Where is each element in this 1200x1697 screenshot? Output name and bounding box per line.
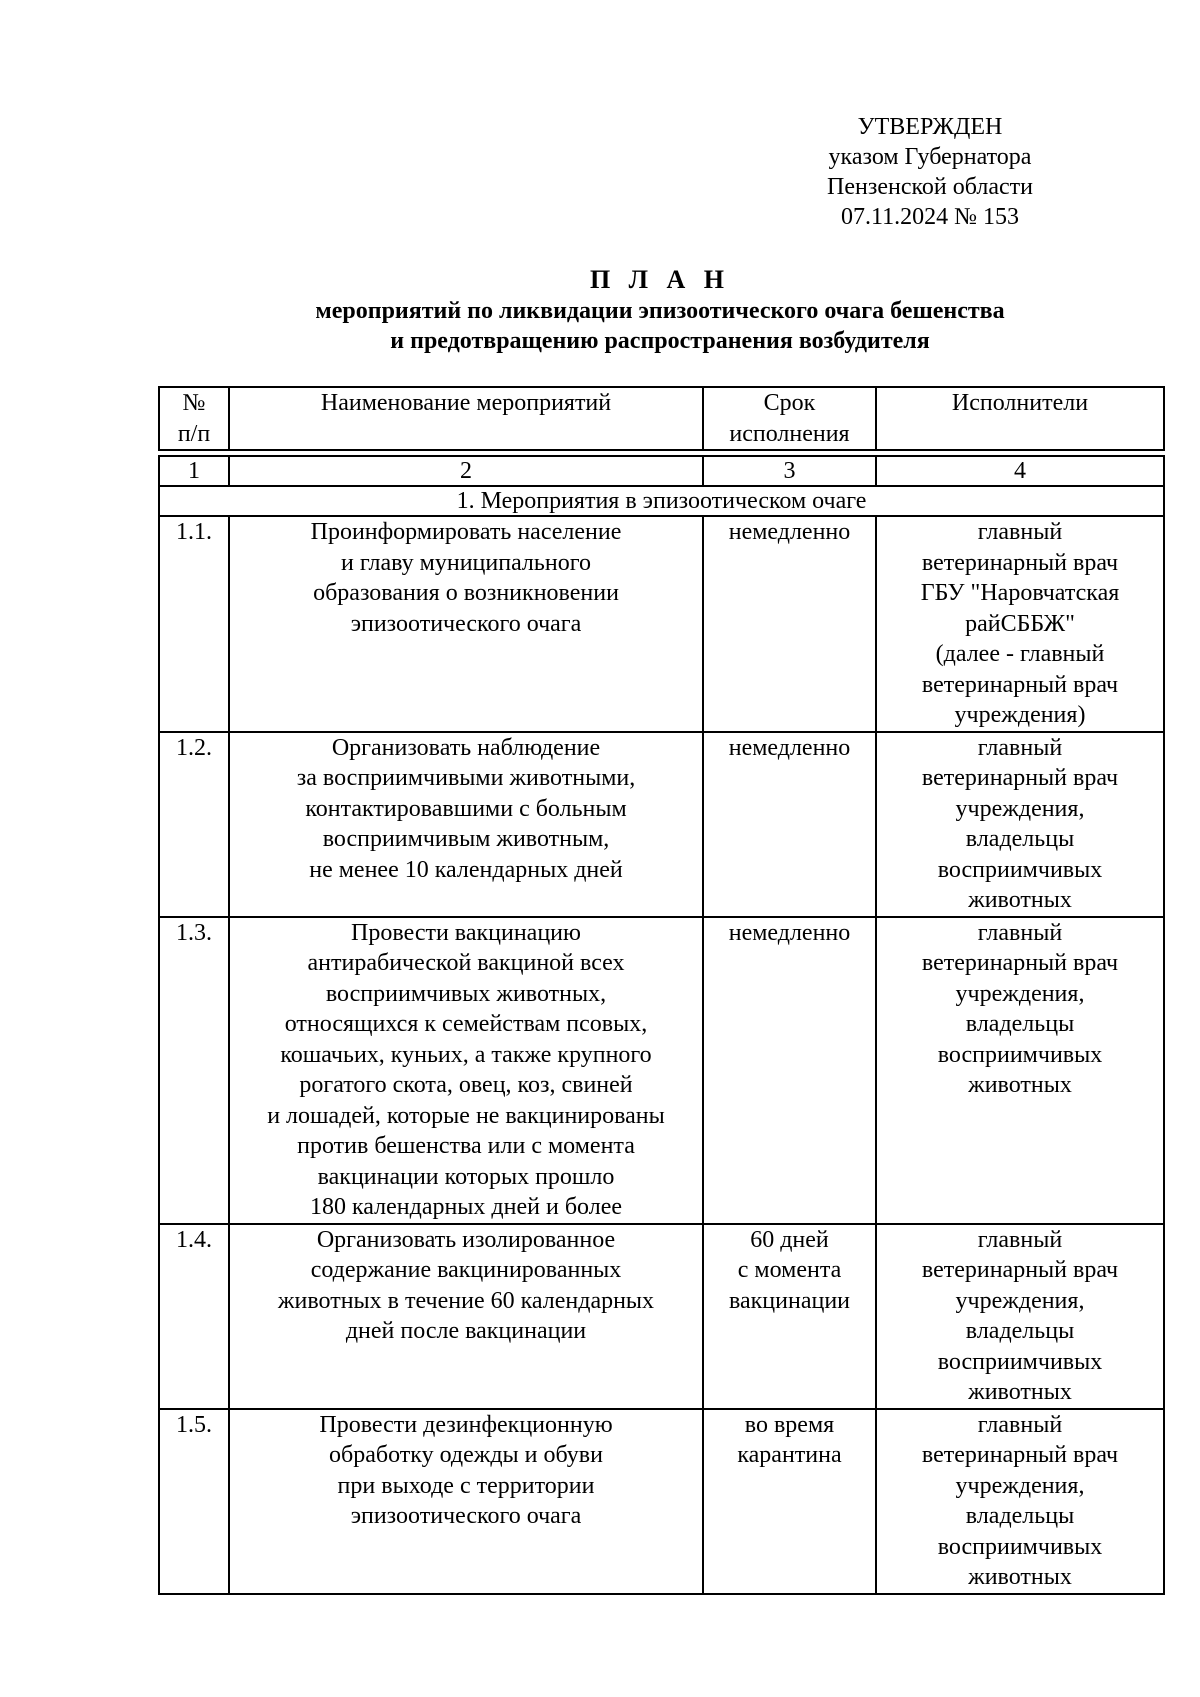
- measure-executors-line: животных: [968, 1564, 1072, 1590]
- row-number: 1.5.: [159, 1409, 229, 1594]
- measure-executors: [876, 516, 1164, 732]
- measure-executors-line: ветеринарный врач: [921, 1442, 1119, 1468]
- table-row: [159, 917, 1164, 1224]
- measure-name-line: Проинформировать население: [310, 519, 622, 545]
- section-title: 1. Мероприятия в эпизоотическом очаге: [159, 486, 1164, 516]
- measure-executors-line: владельцы: [965, 1318, 1075, 1344]
- measure-executors-line: ветеринарный врач: [921, 765, 1119, 791]
- row-number: 1.4.: [159, 1224, 229, 1409]
- measure-name-line: при выходе с территории: [337, 1472, 595, 1499]
- header-text: Срок: [763, 390, 816, 416]
- plan-subtitle-line: и предотвращению распространения возбудителя: [390, 328, 930, 354]
- measure-term-line: немедленно: [728, 734, 851, 761]
- table-row: [159, 516, 1164, 732]
- measure-executors-line: восприимчивых: [937, 1041, 1103, 1068]
- measure-executors: [876, 1224, 1164, 1409]
- column-number-row: [159, 456, 1164, 486]
- header-num: [159, 387, 229, 450]
- measure-executors-line: ГБУ "Наровчатская: [920, 580, 1120, 606]
- measure-executors-line: восприимчивых: [937, 856, 1103, 883]
- measure-name-line: и лошадей, которые не вакцинированы: [267, 1102, 665, 1129]
- measure-term-line: вакцинации: [728, 1287, 851, 1314]
- measure-executors-line: учреждения): [954, 702, 1086, 728]
- measure-executors-line: животных: [968, 1072, 1072, 1098]
- measure-executors-line: (далее - главный: [935, 641, 1105, 667]
- measure-executors-line: владельцы: [965, 1503, 1075, 1529]
- measure-name-line: Организовать наблюдение: [331, 734, 601, 761]
- measure-executors-line: ветеринарный врач: [921, 950, 1119, 976]
- header-row: [159, 387, 1164, 450]
- measure-executors-line: животных: [968, 1379, 1072, 1405]
- row-number: 1.1.: [159, 516, 229, 732]
- column-number: 3: [703, 456, 876, 486]
- measure-name-line: за восприимчивыми животными,: [296, 765, 636, 791]
- measure-name-line: 180 календарных дней и более: [309, 1194, 623, 1220]
- measure-name-line: антирабической вакциной всех: [307, 950, 625, 976]
- measure-executors-line: учреждения,: [955, 795, 1085, 822]
- measure-executors-line: ветеринарный врач: [921, 671, 1119, 698]
- column-number: 4: [876, 456, 1164, 486]
- measure-executors-line: владельцы: [965, 826, 1075, 852]
- measure-executors-line: главный: [977, 1411, 1063, 1438]
- measure-executors-line: учреждения,: [955, 1287, 1085, 1314]
- measure-name-line: вакцинации которых прошло: [317, 1163, 615, 1190]
- section-row: [159, 486, 1164, 516]
- measure-executors-line: учреждения,: [955, 1472, 1085, 1499]
- measure-name-line: Провести вакцинацию: [351, 919, 581, 946]
- header-term: [703, 387, 876, 450]
- plan-table: [158, 386, 1165, 1595]
- measure-name-line: и главу муниципального: [341, 549, 591, 576]
- measure-name-line: кошачьих, куньих, а также крупного: [280, 1041, 652, 1068]
- measure-executors-line: главный: [977, 919, 1063, 946]
- table-row: [159, 1224, 1164, 1409]
- document-title: [160, 264, 1160, 356]
- measure-executors-line: ветеринарный врач: [921, 1257, 1119, 1283]
- measure-executors: [876, 732, 1164, 917]
- column-number: 1: [159, 456, 229, 486]
- header-executors: [876, 387, 1164, 450]
- measure-name-line: дней после вакцинации: [345, 1318, 587, 1344]
- measure-name-line: обработку одежды и обуви: [329, 1442, 603, 1468]
- measure-name-line: восприимчивых животных,: [325, 980, 607, 1007]
- header-text: №: [182, 390, 206, 416]
- measure-executors-line: главный: [977, 519, 1063, 545]
- measure-name: [229, 1224, 703, 1409]
- measure-term-line: карантина: [737, 1442, 842, 1468]
- measure-name: [229, 516, 703, 732]
- plan-title: П Л А Н: [589, 265, 731, 294]
- header-text: Наименование мероприятий: [320, 390, 612, 416]
- measure-name-line: образования о возникновении: [313, 580, 619, 606]
- measure-executors-line: ветеринарный врач: [921, 549, 1119, 576]
- plan-subtitle-line: мероприятий по ликвидации эпизоотического очага бешенства: [315, 298, 1005, 324]
- measure-name-line: Организовать изолированное: [316, 1226, 616, 1253]
- measure-term-line: 60 дней: [750, 1226, 829, 1253]
- table-row: [159, 732, 1164, 917]
- measure-executors: [876, 1409, 1164, 1594]
- measure-term-line: во время: [744, 1411, 835, 1438]
- table-row: [159, 1409, 1164, 1594]
- approval-line: Пензенской области: [827, 174, 1033, 200]
- row-number: 1.2.: [159, 732, 229, 917]
- measure-name-line: рогатого скота, овец, коз, свиней: [299, 1072, 633, 1098]
- measure-name-line: относящихся к семействам псовых,: [284, 1011, 648, 1037]
- measure-term: [703, 516, 876, 732]
- measure-term: [703, 1224, 876, 1409]
- measure-name-line: Провести дезинфекционную: [319, 1411, 613, 1438]
- measure-name-line: против бешенства или с момента: [297, 1133, 635, 1159]
- measure-name-line: восприимчивым животным,: [322, 826, 610, 852]
- measure-executors-line: животных: [968, 887, 1072, 913]
- measure-term: [703, 1409, 876, 1594]
- measure-name: [229, 917, 703, 1224]
- measure-term-line: немедленно: [728, 919, 851, 946]
- measure-term: [703, 732, 876, 917]
- measure-name-line: животных в течение 60 календарных: [277, 1287, 655, 1314]
- row-number: 1.3.: [159, 917, 229, 1224]
- measure-name-line: контактировавшими с больным: [305, 795, 627, 822]
- measure-term-line: немедленно: [728, 519, 851, 545]
- approval-line: УТВЕРЖДЕН: [857, 114, 1003, 140]
- measure-executors-line: райСББЖ": [965, 610, 1075, 637]
- measure-executors: [876, 917, 1164, 1224]
- measure-executors-line: владельцы: [965, 1011, 1075, 1037]
- measure-executors-line: учреждения,: [955, 980, 1085, 1007]
- measure-name-line: эпизоотического очага: [350, 1503, 582, 1529]
- approval-stamp: [780, 112, 1080, 232]
- approval-date-number: 07.11.2024 № 153: [840, 204, 1019, 230]
- measure-name-line: не менее 10 календарных дней: [309, 856, 623, 883]
- header-text: Исполнители: [951, 390, 1089, 416]
- header-text: исполнения: [729, 420, 850, 447]
- measure-executors-line: главный: [977, 1226, 1063, 1253]
- measure-name: [229, 732, 703, 917]
- measure-term: [703, 917, 876, 1224]
- measure-name-line: эпизоотического очага: [350, 610, 582, 637]
- header-name: [229, 387, 703, 450]
- measure-term-line: с момента: [737, 1257, 842, 1283]
- measure-name-line: содержание вакцинированных: [310, 1257, 622, 1283]
- header-text: п/п: [177, 420, 211, 447]
- measure-name: [229, 1409, 703, 1594]
- measure-executors-line: главный: [977, 734, 1063, 761]
- measure-executors-line: восприимчивых: [937, 1348, 1103, 1375]
- column-number: 2: [229, 456, 703, 486]
- measure-executors-line: восприимчивых: [937, 1533, 1103, 1560]
- approval-line: указом Губернатора: [828, 144, 1032, 170]
